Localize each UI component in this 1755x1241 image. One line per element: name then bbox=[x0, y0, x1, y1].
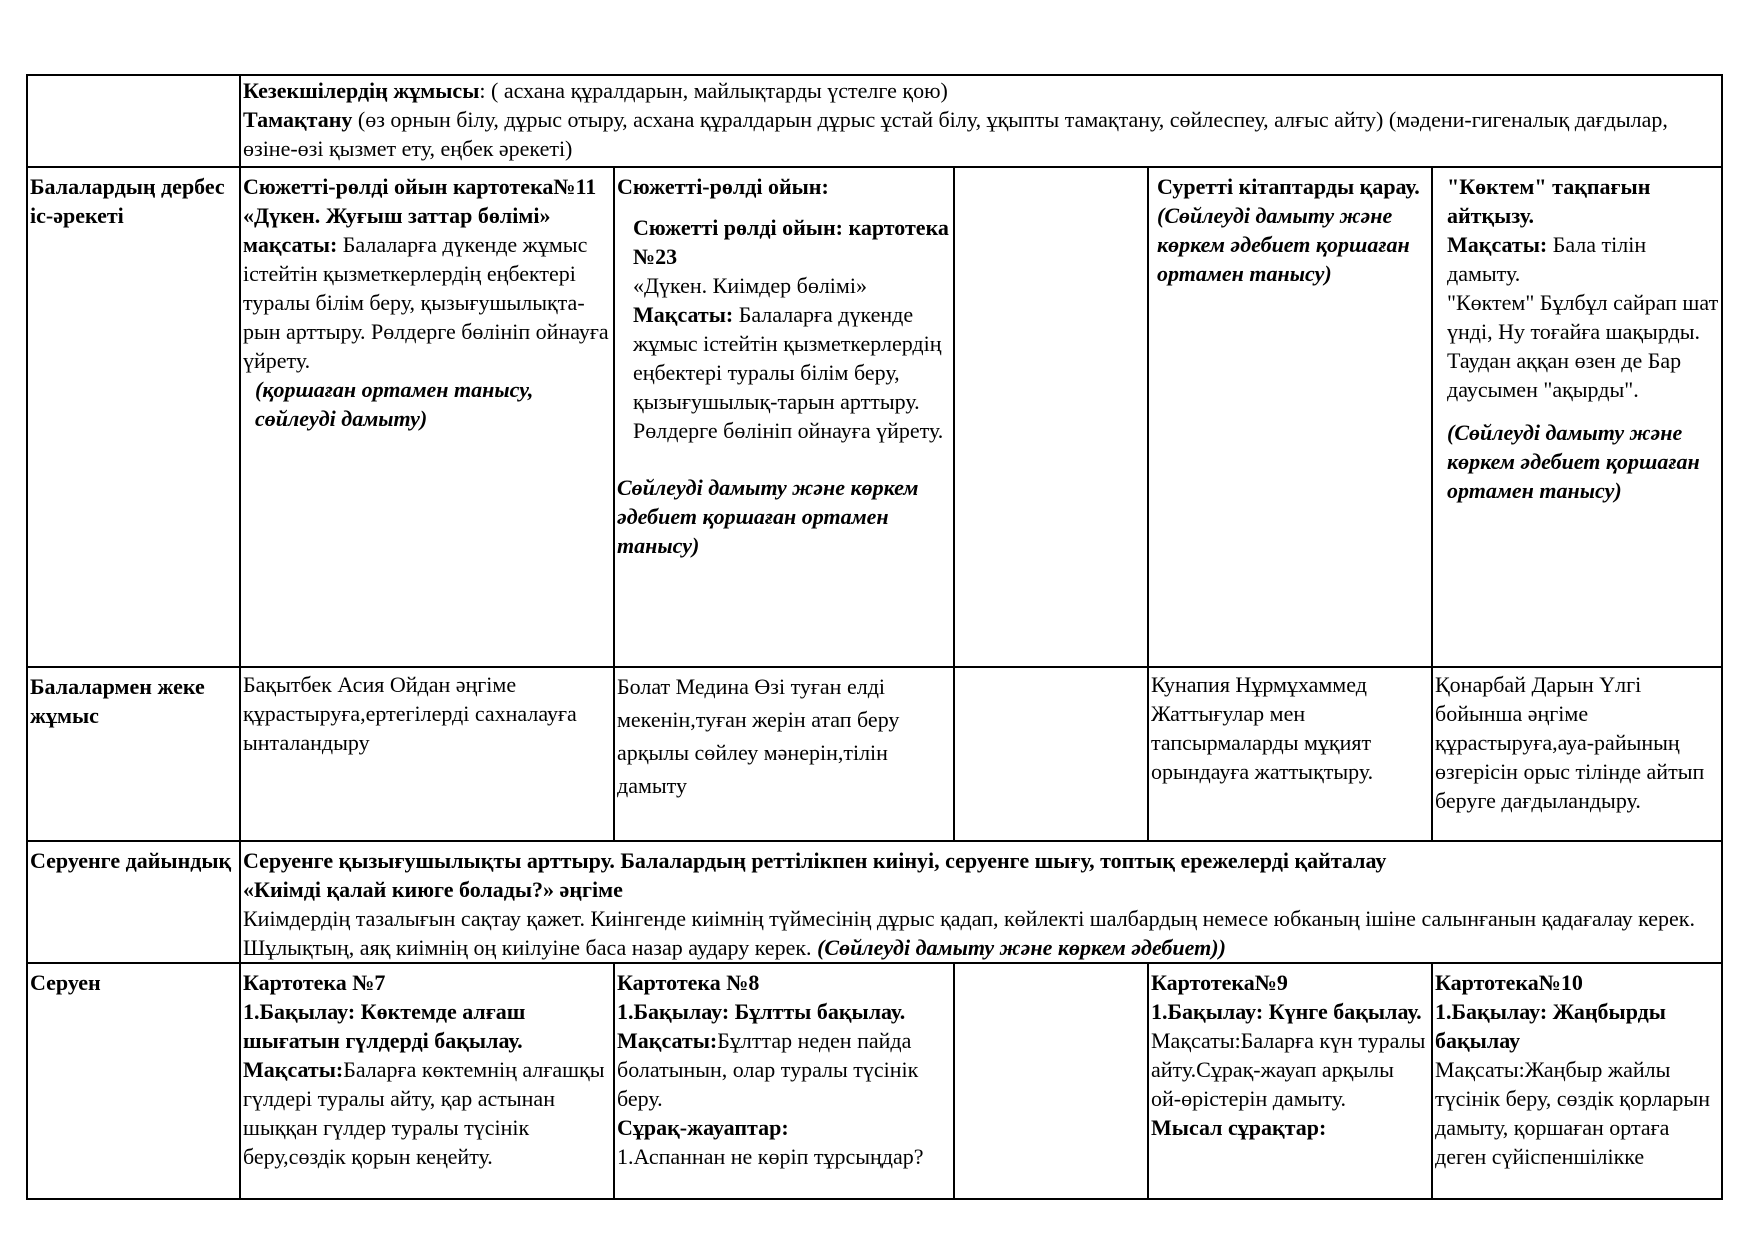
walk-row bbox=[27, 963, 1722, 1199]
prepare-text: Киімдердің тазалығын сақтау қажет. Киінгенде киімнің түймесінің дұрыс қадап, көйлекті шалбардың немесе юбканың ішіне салынғанын қадағалау керек. Шұлықтың, аяқ киімнің оң киілуіне баса назар аудару керек. bbox=[243, 906, 1695, 960]
game-subtitle: «Дүкен. Киімдер бөлімі» bbox=[633, 273, 867, 298]
goal-text: Мақсаты:Жаңбыр жайлы түсінік беру, сөздік қорларын дамыту, қоршаған ортаға деген сүйіспеншілікке bbox=[1435, 1057, 1710, 1169]
independent-row bbox=[27, 167, 1722, 667]
duty-row bbox=[27, 75, 1722, 167]
prepare-label: Серуенге дайындық bbox=[27, 841, 240, 963]
subject-note: (қоршаған ортамен танысу, сөйлеуді дамыту) bbox=[255, 377, 534, 431]
goal-label: Мақсаты: bbox=[633, 302, 734, 327]
plan-table bbox=[26, 74, 1723, 1200]
prepare-row bbox=[27, 841, 1722, 963]
qa-label: Мысал сұрақтар: bbox=[1151, 1115, 1327, 1140]
subject-note: (Сөйлеуді дамыту және көркем әдебиет қоршаған ортамен танысу) bbox=[1157, 203, 1410, 286]
walk-col1 bbox=[240, 963, 614, 1199]
goal-label: Мақсаты: bbox=[1447, 232, 1548, 257]
prepare-note: (Сөйлеуді дамыту және көркем әдебиет)) bbox=[817, 935, 1226, 960]
walk-col4 bbox=[1148, 963, 1432, 1199]
observation-title: 1.Бақылау: Бұлтты бақылау. bbox=[617, 999, 906, 1024]
card-title: Картотека №7 bbox=[243, 970, 386, 995]
card-title: Картотека№9 bbox=[1151, 970, 1288, 995]
game-title-23: Сюжетті рөлді ойын: картотека №23 bbox=[633, 215, 949, 269]
individual-col3 bbox=[954, 667, 1148, 841]
qa-text: 1.Аспаннан не көріп тұрсыңдар? bbox=[617, 1144, 924, 1169]
goal-text: Мақсаты:Баларға күн туралы айту.Сұрақ-жауап арқылы ой-өрістерін дамыту. bbox=[1151, 1028, 1426, 1111]
walk-label: Серуен bbox=[27, 963, 240, 1199]
independent-col5 bbox=[1432, 167, 1722, 667]
individual-col4: Кунапия Нұрмұхаммед Жаттығулар мен тапсырмаларды мұқият орындауға жаттықтыру. bbox=[1148, 667, 1432, 841]
prepare-line2: «Киімді қалай киюге болады?» әңгіме bbox=[243, 877, 623, 902]
prepare-cell bbox=[240, 841, 1722, 963]
meal-text: (өз орнын білу, дұрыс отыру, асхана құралдарын дұрыс ұстай білу, ұқыпты тамақтану, сөйлеспеу, алғыс айту) (мәдени-гигеналық дағдылар, өзіне-өзі қызмет ету, еңбек әрекеті) bbox=[243, 107, 1668, 161]
observation-title: 1.Бақылау: Жаңбырды бақылау bbox=[1435, 999, 1666, 1053]
poem-text: "Көктем" Бұлбұл сайрап шат үнді, Ну тоғайға шақырды. Таудан аққан өзен де Бар даусымен "ақырды". bbox=[1447, 290, 1719, 402]
prepare-line1: Серуенге қызығушылықты арттыру. Балалардың реттілікпен киінуі, серуенге шығу, топтық ережелерді қайталау bbox=[243, 848, 1387, 873]
duty-cell bbox=[240, 75, 1722, 167]
game-heading: Сюжетті-рөлді ойын: bbox=[617, 174, 829, 199]
book-title: Суретті кітаптарды қарау. bbox=[1157, 174, 1420, 199]
individual-col5: Қонарбай Дарын Үлгі бойынша әңгіме құрастыруға,ауа-райының өзгерісін орыс тілінде айтып беруге дағдыландыру. bbox=[1432, 667, 1722, 841]
card-title: Картотека№10 bbox=[1435, 970, 1583, 995]
goal-label: мақсаты: bbox=[243, 232, 338, 257]
duty-text: : ( асхана құралдарын, майлықтарды үстелге қою) bbox=[479, 78, 948, 103]
goal-text: Бұлттар неден пайда болатынын, олар туралы түсінік беру. bbox=[617, 1028, 919, 1111]
game-title-11: Сюжетті-рөлді ойын картотека№11 «Дүкен. Жуғыш заттар бөлімі» bbox=[243, 174, 597, 228]
independent-col4 bbox=[1148, 167, 1432, 667]
independent-col2 bbox=[614, 167, 954, 667]
independent-col3 bbox=[954, 167, 1148, 667]
walk-col2 bbox=[614, 963, 954, 1199]
individual-label: Балалармен жеке жұмыс bbox=[27, 667, 240, 841]
subject-note: (Сөйлеуді дамыту және көркем әдебиет қоршаған ортамен танысу) bbox=[1447, 420, 1700, 503]
goal-label: Мақсаты: bbox=[617, 1028, 718, 1053]
meal-title: Тамақтану bbox=[243, 107, 353, 132]
independent-label: Балалардың дербес іс-әрекеті bbox=[27, 167, 240, 667]
individual-col2: Болат Медина Өзі туған елді мекенін,туған жерін атап беру арқылы сөйлеу мәнерін,тілін дамыту bbox=[614, 667, 954, 841]
goal-text: Баларға көктемнің алғашқы гүлдері туралы айту, қар астынан шыққан гүлдер туралы түсінік беру,сөздік қорын кеңейту. bbox=[243, 1057, 605, 1169]
individual-col1: Бақытбек Асия Ойдан әңгіме құрастыруға,ертегілерді сахналауға ынталандыру bbox=[240, 667, 614, 841]
poem-title: "Көктем" тақпағын айтқызу. bbox=[1447, 174, 1651, 228]
duty-label-cell bbox=[27, 75, 240, 167]
observation-title: 1.Бақылау: Көктемде алғаш шығатын гүлдерді бақылау. bbox=[243, 999, 526, 1053]
walk-col5 bbox=[1432, 963, 1722, 1199]
individual-row bbox=[27, 667, 1722, 841]
observation-title: 1.Бақылау: Күнге бақылау. bbox=[1151, 999, 1422, 1024]
goal-text: Балаларға дүкенде жұмыс істейтін қызметкерлердің еңбектері туралы білім беру, қызығушылық-тарын арттыру. Рөлдерге бөлініп ойнауға үйрету. bbox=[633, 302, 944, 443]
goal-text: Балаларға дүкенде жұмыс істейтін қызметкерлердің еңбектері туралы білім беру, қызығушылықта-рын арттыру. Рөлдерге бөлініп ойнауға үйрету. bbox=[243, 232, 609, 373]
goal-text: Бала тілін дамыту. bbox=[1447, 232, 1647, 286]
independent-col1 bbox=[240, 167, 614, 667]
goal-label: Мақсаты: bbox=[243, 1057, 344, 1082]
duty-title: Кезекшілердің жұмысы bbox=[243, 78, 480, 103]
subject-note: Сөйлеуді дамыту және көркем әдебиет қоршаған ортамен танысу) bbox=[617, 475, 919, 558]
walk-col3 bbox=[954, 963, 1148, 1199]
card-title: Картотека №8 bbox=[617, 970, 760, 995]
qa-label: Сұрақ-жауаптар: bbox=[617, 1115, 789, 1140]
